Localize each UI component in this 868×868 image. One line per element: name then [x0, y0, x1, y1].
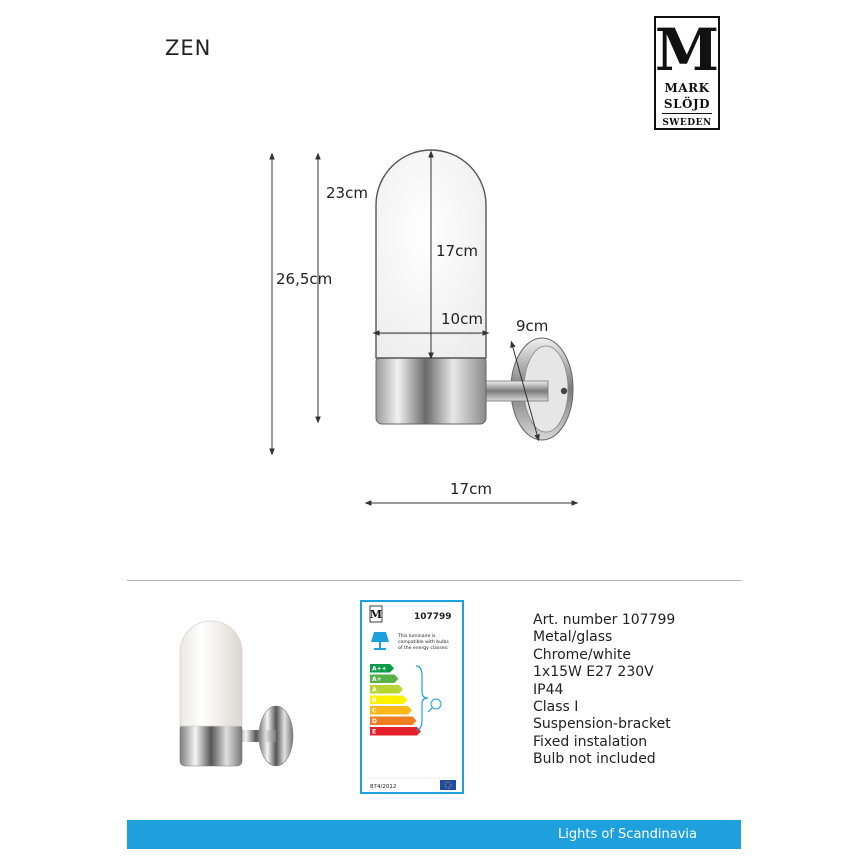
energy-text-3: of the energy classes:: [398, 646, 449, 651]
energy-class-label: C: [372, 707, 377, 715]
dim-label-shade-diameter: 10cm: [441, 310, 483, 328]
spec-line: Bulb not included: [533, 751, 656, 768]
spec-line: Fixed instalation: [533, 733, 648, 750]
energy-article-number: 107799: [414, 612, 452, 622]
section-divider: [127, 580, 741, 581]
dim-label-wall-plate: 9cm: [516, 317, 549, 335]
spec-line: IP44: [533, 681, 564, 698]
spec-line: Metal/glass: [533, 629, 613, 646]
spec-line: 1x15W E27 230V: [533, 664, 654, 681]
dim-label-depth: 17cm: [450, 480, 492, 498]
svg-text:M: M: [369, 608, 383, 621]
chrome-base-shape: [376, 356, 486, 424]
spec-line: Art. number 107799: [533, 612, 676, 628]
energy-class-label: B: [372, 697, 377, 704]
energy-class-label: A: [372, 686, 377, 694]
spec-list: [533, 612, 675, 769]
dim-label-total-height: 26,5cm: [276, 270, 333, 288]
energy-class-label: E: [372, 728, 377, 736]
energy-label: [360, 600, 464, 794]
spec-line: Suspension-bracket: [533, 716, 671, 733]
energy-regulation: 874/2012: [370, 784, 397, 790]
energy-class-label: A++: [372, 665, 387, 673]
logo-monogram: M: [654, 16, 720, 84]
energy-class-label: A+: [372, 676, 382, 683]
energy-class-bar: [370, 727, 421, 736]
dim-label-23cm: 23cm: [326, 184, 368, 202]
spec-line: Class I: [533, 699, 579, 716]
energy-class-label: D: [372, 718, 377, 725]
footer-tagline: Lights of Scandinavia: [558, 827, 697, 842]
eu-flag-icon: [440, 780, 456, 790]
logo-line-slojd: SLÖJD: [663, 97, 711, 111]
dim-label-shade-height: 17cm: [436, 242, 478, 260]
logo-line-mark: MARK: [664, 81, 710, 95]
spec-line: Chrome/white: [533, 646, 631, 663]
logo-line-sweden: SWEDEN: [662, 113, 711, 131]
energy-text-2: compatible with bulbs: [398, 640, 449, 645]
product-photo: [168, 610, 308, 780]
arm-shape: [482, 381, 548, 401]
product-title: ZEN: [165, 36, 212, 60]
footer-bar: [127, 820, 741, 849]
energy-text-1: This luminaire is: [398, 634, 436, 639]
